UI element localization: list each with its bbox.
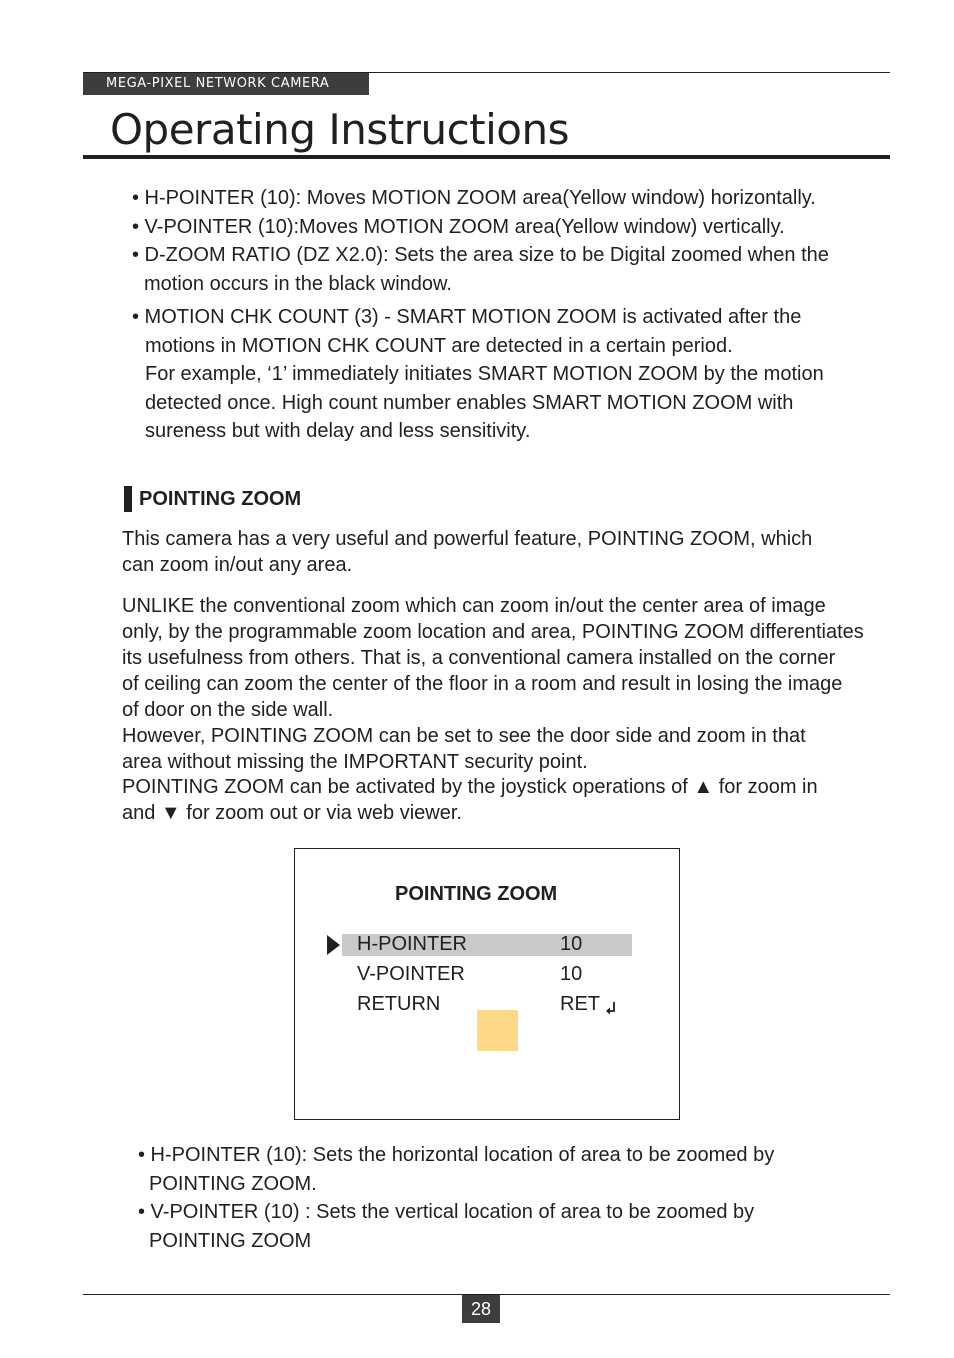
note-line: POINTING ZOOM [149,1230,312,1252]
osd-row-label: V-POINTER [357,963,465,985]
intro-line: • H-POINTER (10): Moves MOTION ZOOM area(Yellow window) horizontally. [132,187,816,209]
section-marker [124,486,132,512]
yellow-zoom-window [477,1010,518,1051]
osd-menu-title: POINTING ZOOM [395,883,558,905]
intro-line: • V-POINTER (10):Moves MOTION ZOOM area(Yellow window) vertically. [132,216,785,238]
body-line: This camera has a very useful and powerful feature, POINTING ZOOM, which [122,528,813,550]
page-title: Operating Instructions [110,105,569,154]
header-section-tab: MEGA-PIXEL NETWORK CAMERA [83,73,369,95]
intro-line: • D-ZOOM RATIO (DZ X2.0): Sets the area size to be Digital zoomed when the [132,244,829,266]
osd-row-label: H-POINTER [357,933,467,955]
intro-line: For example, ‘1’ immediately initiates SMART MOTION ZOOM by the motion [145,363,824,385]
body-line: POINTING ZOOM can be activated by the joystick operations of ▲ for zoom in [122,776,818,798]
page-number: 28 [462,1295,500,1323]
body-line: area without missing the IMPORTANT security point. [122,751,588,773]
section-heading: POINTING ZOOM [139,488,302,510]
intro-line: motion occurs in the black window. [144,273,452,295]
intro-line: motions in MOTION CHK COUNT are detected in a certain period. [145,335,733,357]
intro-line: sureness but with delay and less sensitivity. [145,420,531,442]
osd-row-value: RET [560,993,600,1015]
osd-row-value: 10 [560,963,583,985]
selection-cursor-icon [327,935,340,955]
note-line: POINTING ZOOM. [149,1173,317,1195]
body-line: of door on the side wall. [122,699,334,721]
body-line: only, by the programmable zoom location and area, POINTING ZOOM differentiates [122,621,864,643]
body-line: However, POINTING ZOOM can be set to see the door side and zoom in that [122,725,806,747]
body-line: UNLIKE the conventional zoom which can zoom in/out the center area of image [122,595,826,617]
body-line: can zoom in/out any area. [122,554,353,576]
osd-row-value: 10 [560,933,583,955]
intro-line: detected once. High count number enables SMART MOTION ZOOM with [145,392,794,414]
note-line: • V-POINTER (10) : Sets the vertical location of area to be zoomed by [138,1201,755,1223]
intro-line: • MOTION CHK COUNT (3) - SMART MOTION ZOOM is activated after the [132,306,802,328]
body-line: its usefulness from others. That is, a conventional camera installed on the corner [122,647,836,669]
osd-row-label: RETURN [357,993,441,1015]
body-line: of ceiling can zoom the center of the floor in a room and result in losing the image [122,673,843,695]
note-line: • H-POINTER (10): Sets the horizontal location of area to be zoomed by [138,1144,775,1166]
body-line: and ▼ for zoom out or via web viewer. [122,802,462,824]
enter-arrow-icon [604,1000,618,1016]
title-rule [83,155,890,159]
